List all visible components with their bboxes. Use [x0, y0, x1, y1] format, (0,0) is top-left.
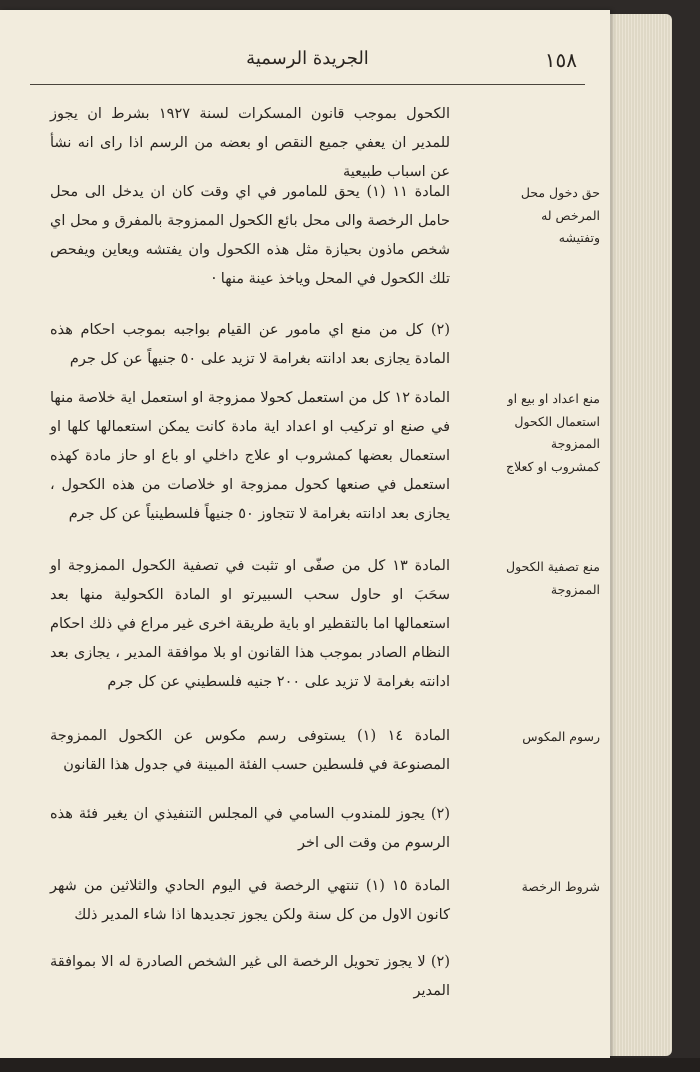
- paragraph-article-11-2: (٢) كل من منع اي مامور عن القيام بواجبه بموجب احكام هذه المادة يجازى بعد ادانته بغرامة لا تزيد على ٥٠ جنيهاً عن كل جرم: [50, 322, 450, 367]
- running-head: الجريدة الرسمية: [246, 48, 369, 69]
- margin-note-prohibition-use: منع اعداد او بيع او استعمال الكحول الممزوجة كمشروب او كعلاج: [506, 391, 600, 474]
- paragraph-article-11-1: المادة ١١ (١) يحق للمامور في اي وقت كان ان يدخل الى محل حامل الرخصة والى محل بائع الكحول الممزوجة بالمفرق و محل اي شخص ماذون بحيازة مثل هذه الكحول وان يفتشه ويعاين ويفحص تلك الكحول في المحل وياخذ عينة منها ·: [50, 184, 450, 287]
- margin-note-excise-duties: رسوم المكوس: [522, 729, 600, 744]
- paragraph-article-14-2: (٢) يجوز للمندوب السامي في المجلس التنفيذي ان يغير فئة هذه الرسوم من وقت الى اخر: [50, 806, 450, 851]
- bottom-shadow: [0, 1058, 700, 1072]
- page-number: ١٥٨: [544, 48, 577, 72]
- document-page: [0, 10, 610, 1060]
- paragraph-article-15-1: المادة ١٥ (١) تنتهي الرخصة في اليوم الحادي والثلاثين من شهر كانون الاول من كل سنة ولكن يجوز تجديدها اذا شاء المدير ذلك: [50, 878, 450, 923]
- paragraph-article-13: المادة ١٣ كل من صفّى او تثبت في تصفية الكحول الممزوجة او سحَبَ او حاول سحب السبيرتو او المادة الكحولية منها بعد استعمالها اما بالتقطير او باية طريقة اخرى غير مراع في ذلك احكام النظام الصادر بموجب هذا القانون او بلا موافقة المدير ، يجازى بعد ادانته بغرامة لا تزيد على ٢٠٠ جنيه فلسطيني عن كل جرم: [50, 558, 450, 690]
- paragraph-article-15-2: (٢) لا يجوز تحويل الرخصة الى غير الشخص الصادرة له الا بموافقة المدير: [50, 954, 450, 999]
- paragraph-article-12: المادة ١٢ كل من استعمل كحولا ممزوجة او استعمل اية خلاصة منها في صنع او تركيب او اعداد اية مادة كانت يمكن استعمالها كلها او استعمال بعضها كمشروب او علاج داخلي او باع او حاز مادة كهذه استعمل في صنعها كحول ممزوجة او خلاصات من هذه الكحول ، يجازى بعد ادانته بغرامة لا تتجاوز ٥٠ جنيهاً فلسطينياً عن كل جرم: [50, 390, 450, 522]
- paragraph-continued: الكحول بموجب قانون المسكرات لسنة ١٩٢٧ بشرط ان يجوز للمدير ان يعفي جميع النقص او بعضه من الرسم اذا راى انه نشأ عن اسباب طبيعية: [50, 106, 450, 180]
- page-content: [0, 10, 610, 1060]
- page-stack-edges: [600, 14, 672, 1056]
- margin-note-prohibition-purification: منع تصفية الكحول الممزوجة: [506, 559, 600, 597]
- paragraph-article-14-1: المادة ١٤ (١) يستوفى رسم مكوس عن الكحول الممزوجة المصنوعة في فلسطين حسب الفئة المبينة في جدول هذا القانون: [50, 728, 450, 773]
- margin-note-entry-inspection: حق دخول محل المرخص له وتفتيشه: [520, 185, 600, 245]
- margin-note-licence-conditions: شروط الرخصة: [521, 879, 600, 894]
